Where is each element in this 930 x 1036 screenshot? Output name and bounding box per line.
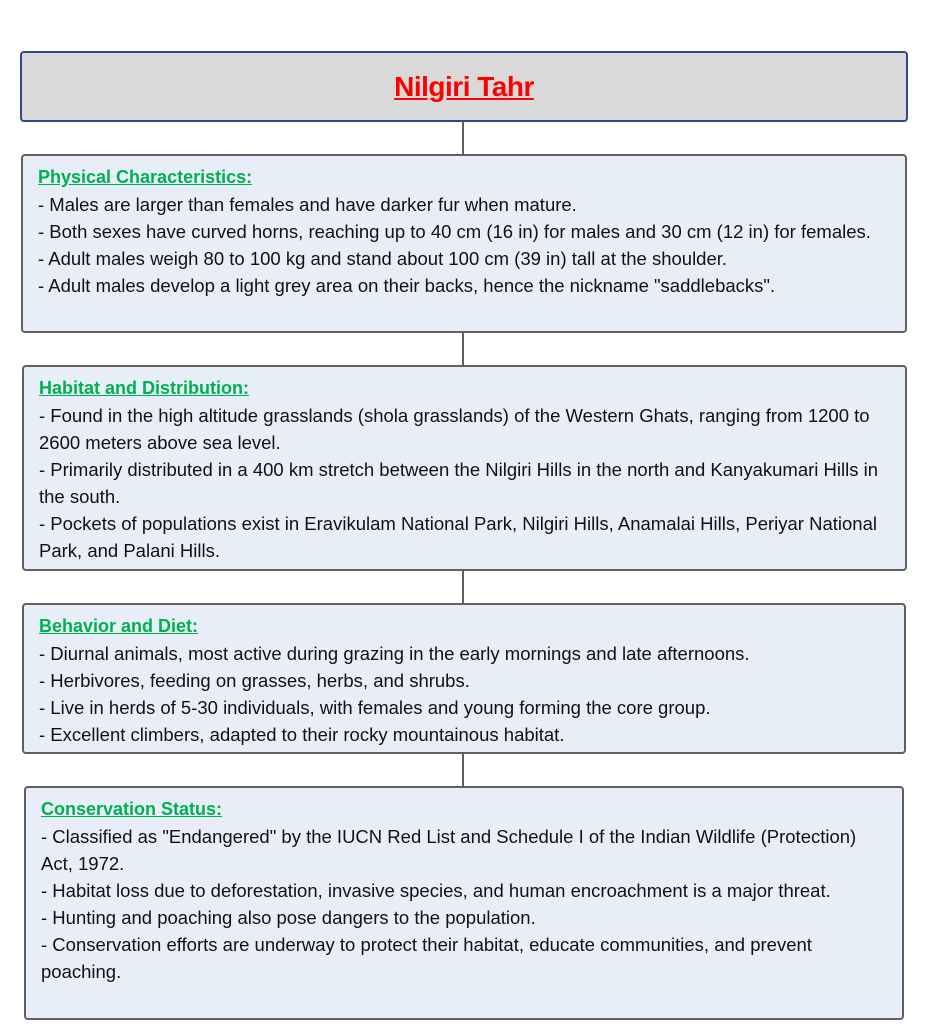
diagram-title: Nilgiri Tahr bbox=[394, 71, 534, 102]
section-habitat-distribution bbox=[22, 365, 907, 571]
section-line: - Hunting and poaching also pose dangers to the population. bbox=[41, 907, 536, 928]
section-behavior-diet bbox=[22, 603, 906, 754]
section-line: - Primarily distributed in a 400 km stretch between the Nilgiri Hills in the north and Kanyakumari Hills in the south. bbox=[39, 459, 879, 507]
section-line: - Diurnal animals, most active during grazing in the early mornings and late afternoons. bbox=[39, 643, 750, 664]
title-box bbox=[20, 51, 908, 122]
section-line: - Live in herds of 5-30 individuals, with females and young forming the core group. bbox=[39, 697, 711, 718]
section-line: - Classified as "Endangered" by the IUCN Red List and Schedule I of the Indian Wildlife (Protection) Act, 1972. bbox=[41, 826, 857, 874]
section-heading: Physical Characteristics: bbox=[38, 167, 253, 187]
section-line: - Herbivores, feeding on grasses, herbs, and shrubs. bbox=[39, 670, 470, 691]
section-line: - Males are larger than females and have darker fur when mature. bbox=[38, 194, 577, 215]
section-line: - Habitat loss due to deforestation, invasive species, and human encroachment is a major threat. bbox=[41, 880, 831, 901]
section-line: - Conservation efforts are underway to protect their habitat, educate communities, and prevent poaching. bbox=[41, 934, 812, 982]
connector-line bbox=[462, 121, 464, 154]
section-line: - Found in the high altitude grasslands (shola grasslands) of the Western Ghats, ranging from 1200 to 2600 meters above sea level. bbox=[39, 405, 870, 453]
section-line: - Excellent climbers, adapted to their rocky mountainous habitat. bbox=[39, 724, 565, 745]
section-line: - Adult males develop a light grey area on their backs, hence the nickname "saddlebacks". bbox=[38, 275, 776, 296]
section-line: - Both sexes have curved horns, reaching up to 40 cm (16 in) for males and 30 cm (12 in) for females. bbox=[38, 221, 871, 242]
connector-line bbox=[462, 753, 464, 786]
section-conservation-status bbox=[24, 786, 904, 1020]
connector-line bbox=[462, 332, 464, 365]
section-heading: Conservation Status: bbox=[41, 799, 223, 819]
connector-line bbox=[462, 570, 464, 603]
section-line: - Pockets of populations exist in Eravikulam National Park, Nilgiri Hills, Anamalai Hills, Periyar National Park, and Palani Hills. bbox=[39, 513, 877, 561]
section-heading: Habitat and Distribution: bbox=[39, 378, 249, 398]
section-physical-characteristics bbox=[21, 154, 907, 333]
section-heading: Behavior and Diet: bbox=[39, 616, 199, 636]
section-line: - Adult males weigh 80 to 100 kg and stand about 100 cm (39 in) tall at the shoulder. bbox=[38, 248, 728, 269]
